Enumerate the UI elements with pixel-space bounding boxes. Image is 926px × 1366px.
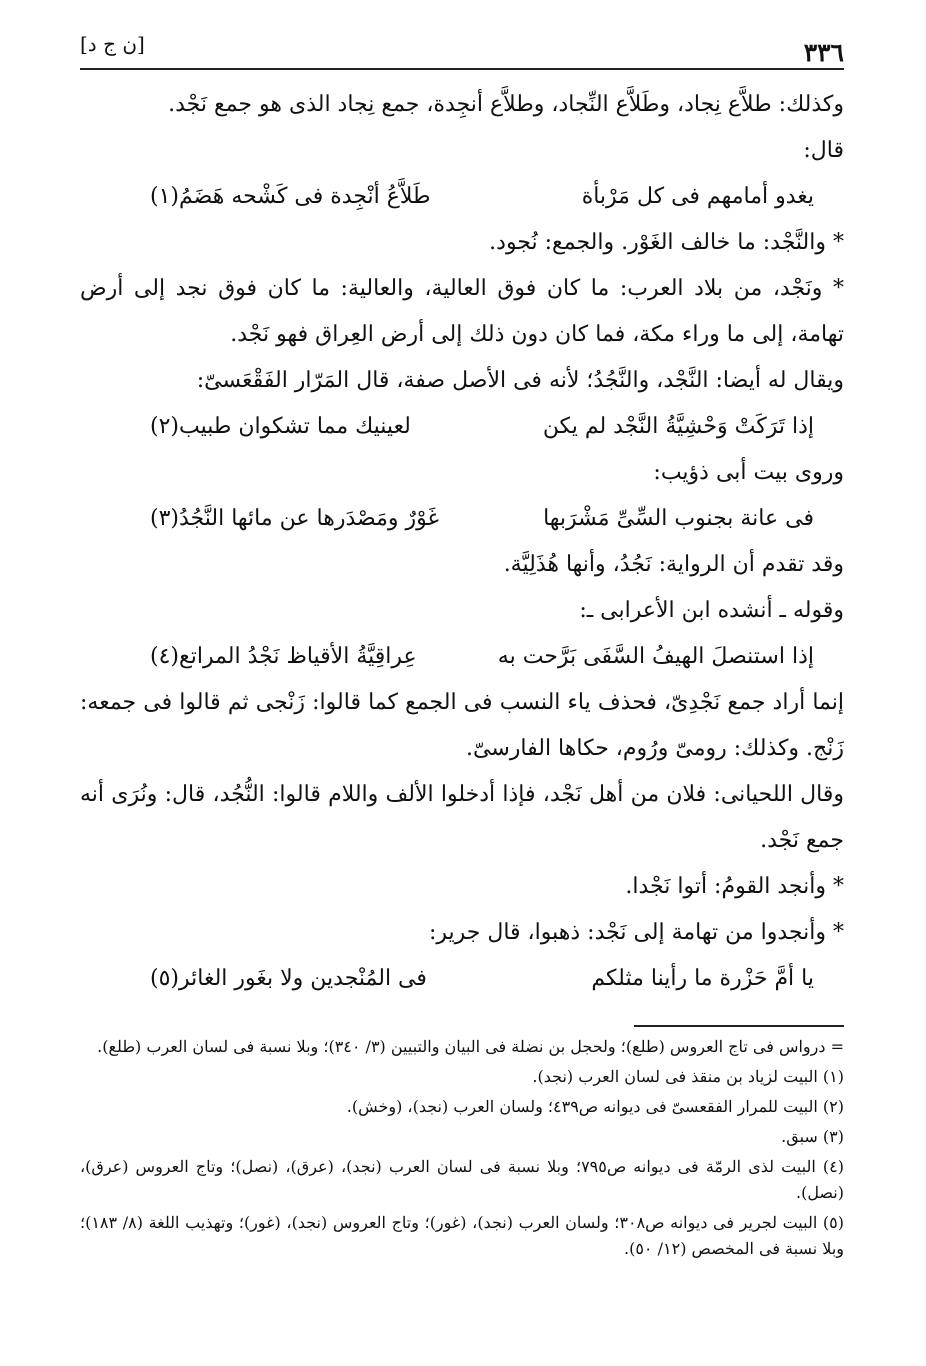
footnote: (٥) البيت لجرير فى ديوانه ص٣٠٨؛ ولسان العرب (نجد)، (غور)؛ وتاج العروس (نجد)، (غور)؛ وتهذيب اللغة (٨/ ١٨٣)؛ وبلا نسبة فى المخصص (١٢/ ٥٠). — [80, 1213, 844, 1258]
main-text — [80, 82, 844, 1002]
verse-second-hemistich: طَلاَّعُ أنْجِدة فى كَشْحه هَضَمُ(١) — [150, 184, 431, 209]
verse-line — [80, 956, 844, 1002]
text-paragraph: وقوله ـ أنشده ابن الأعرابى ـ: — [579, 598, 844, 623]
header-rule — [80, 68, 844, 70]
text-paragraph: وقال اللحيانى: فلان من أهل نَجْد، فإذا أدخلوا الألف واللام قالوا: النُّجُد، قال: ونُرَى أنه جمع نَجْد. — [80, 782, 844, 853]
footnote-rule — [634, 1025, 844, 1027]
verse-line — [80, 174, 844, 220]
verse-first-hemistich: إذا استنصلَ الهيفُ السَّفَى بَرَّحت به — [497, 644, 814, 669]
text-paragraph: وكذلك: طلاَّع نِجاد، وطَلاَّع النِّجاد، وطلاَّع أنجِدة، جمع نِجاد الذى هو جمع نَجْد. — [168, 92, 844, 117]
verse-second-hemistich: غَوْرٌ ومَصْدَرها عن مائها النَّجُدُ(٣) — [150, 506, 439, 531]
verse-second-hemistich: فى المُنْجدين ولا بغَور الغائر(٥) — [150, 966, 427, 991]
verse-first-hemistich: إذا تَرَكَتْ وَحْشِيَّةُ النَّجْد لم يكن — [542, 414, 814, 439]
verse-second-hemistich: عِراقِيَّةُ الأقياظ نَجْدُ المراتع(٤) — [150, 644, 417, 669]
footnote: (١) البيت لزياد بن منقذ فى لسان العرب (نجد). — [532, 1067, 844, 1086]
verse-second-hemistich: لعينيك مما تشكوان طبيب(٢) — [150, 414, 411, 439]
text-paragraph: * والنَّجْد: ما خالف الغَوْر. والجمع: نُجود. — [489, 230, 844, 255]
page-number: ٣٣٦ — [803, 38, 844, 67]
root-label: [ن ج د] — [80, 32, 145, 56]
footnote: = درواس فى تاج العروس (طلع)؛ ولحجل بن نضلة فى البيان والتبيين (٣/ ٣٤٠)؛ وبلا نسبة فى لسان العرب (طلع). — [97, 1037, 844, 1056]
verse-line — [80, 404, 844, 450]
text-paragraph: * وأنجدوا من تهامة إلى نَجْد: ذهبوا، قال جرير: — [428, 920, 844, 945]
text-paragraph: * ونَجْد، من بلاد العرب: ما كان فوق العالية، والعالية: ما كان فوق نجد إلى أرض تهامة، إلى ما وراء مكة، فما كان دون ذلك إلى أرض العِراق فهو نَجْد. — [80, 276, 844, 347]
footnote: (٢) البيت للمرار الفقعسىّ فى ديوانه ص٤٣٩؛ ولسان العرب (نجد)، (وخش). — [346, 1097, 844, 1116]
text-paragraph: * وأنجد القومُ: أتوا نَجْدا. — [625, 874, 844, 899]
footnotes — [80, 1034, 844, 1266]
text-paragraph: قال: — [803, 138, 844, 163]
text-paragraph: وقد تقدم أن الرواية: نَجُدُ، وأنها هُذَلِيَّة. — [503, 552, 844, 577]
page-header — [80, 28, 844, 68]
verse-line — [80, 496, 844, 542]
verse-first-hemistich: فى عانة بجنوب السِّىِّ مَشْرَبها — [543, 506, 814, 531]
verse-first-hemistich: يا أمَّ حَزْرة ما رأينا مثلكم — [591, 966, 814, 991]
text-paragraph: وروى بيت أبى ذؤيب: — [653, 460, 844, 485]
verse-line — [80, 634, 844, 680]
footnote: (٤) البيت لذى الرمّة فى ديوانه ص٧٩٥؛ وبلا نسبة فى لسان العرب (نجد)، (عرق)، (نصل)؛ وتاج العروس (عرق)، (نصل). — [80, 1157, 845, 1202]
footnote: (٣) سبق. — [781, 1127, 844, 1146]
text-paragraph: ويقال له أيضا: النَّجْد، والنَّجُدُ؛ لأنه فى الأصل صفة، قال المَرّار الفَقْعَسىّ: — [196, 368, 844, 393]
text-paragraph: إنما أراد جمع نَجْدِىّ، فحذف ياء النسب فى الجمع كما قالوا: زَنْجى ثم قالوا فى جمعه: زَنْج. وكذلك: رومىّ ورُوم، حكاها الفارسىّ. — [80, 690, 844, 761]
verse-first-hemistich: يغدو أمامهم فى كل مَرْبأة — [581, 184, 814, 209]
